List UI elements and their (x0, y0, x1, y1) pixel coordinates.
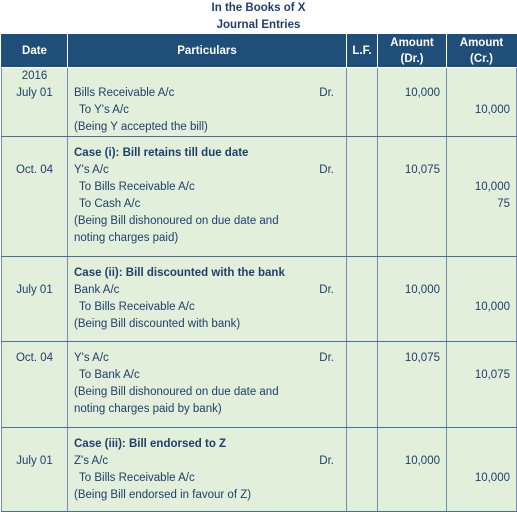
date-line: July 01 (16, 284, 53, 296)
credit-account: To Bank A/c (79, 369, 140, 381)
particulars-cell (68, 428, 347, 512)
col-lf: L.F. (347, 34, 378, 68)
narration: noting charges paid by bank) (74, 403, 222, 415)
cr-amount: 10,075 (474, 369, 510, 381)
debit-account: Y's A/c (74, 352, 109, 364)
journal-subtitle: Journal Entries (216, 19, 301, 31)
col-particulars: Particulars (68, 34, 347, 68)
dr-amount: 10,000 (404, 455, 440, 467)
cr-amount-cell (447, 257, 517, 342)
cr-amount: 10,000 (474, 301, 510, 313)
case-heading: Case (iii): Bill endorsed to Z (74, 438, 227, 450)
debit-account: Z's A/c (74, 455, 109, 467)
debit-account: Y's A/c (74, 164, 109, 176)
narration: (Being Bill dishonoured on due date and (74, 215, 279, 227)
col-amount-dr: Amount (Dr.) (378, 34, 447, 68)
credit-account: To Y's A/c (79, 104, 129, 116)
lf-cell (347, 428, 378, 512)
table-row (2, 257, 517, 342)
date-line: July 01 (16, 455, 53, 467)
particulars-cell (68, 137, 347, 257)
particulars-cell (68, 68, 347, 137)
credit-account: To Cash A/c (79, 198, 141, 210)
dr-amount: 10,075 (404, 352, 440, 364)
date-line: Oct. 04 (15, 164, 54, 176)
dr-amount-cell (378, 257, 447, 342)
narration: (Being Y accepted the bill) (74, 121, 208, 133)
lf-cell (347, 137, 378, 257)
narration: (Being Bill dishonoured on due date and (74, 386, 279, 398)
dr-mark: Dr. (319, 352, 334, 364)
dr-mark: Dr. (319, 164, 334, 176)
table-row (2, 137, 517, 257)
credit-account: To Bills Receivable A/c (79, 181, 195, 193)
col-date: Date (2, 34, 68, 68)
lf-cell (347, 342, 378, 428)
date-cell (2, 68, 68, 137)
dr-amount-cell (378, 68, 447, 137)
table-row (2, 68, 517, 137)
cr-amount: 10,000 (474, 472, 510, 484)
date-line: Oct. 04 (15, 352, 54, 364)
journal-body (2, 68, 517, 512)
debit-account: Bills Receivable A/c (74, 87, 175, 99)
date-cell (2, 428, 68, 512)
debit-account: Bank A/c (74, 284, 120, 296)
cr-amount-cell (447, 137, 517, 257)
dr-amount-cell (378, 428, 447, 512)
cr-amount: 10,000 (474, 104, 510, 116)
narration: (Being Bill discounted with bank) (74, 318, 241, 330)
case-heading: Case (i): Bill retains till due date (74, 147, 249, 159)
case-heading: Case (ii): Bill discounted with the bank (74, 267, 285, 279)
date-line: July 01 (16, 87, 53, 99)
table-row (2, 342, 517, 428)
dr-amount: 10,000 (404, 87, 440, 99)
date-cell (2, 342, 68, 428)
dr-amount: 10,000 (404, 284, 440, 296)
date-line: 2016 (21, 70, 48, 82)
lf-cell (347, 68, 378, 137)
dr-amount: 10,075 (404, 164, 440, 176)
dr-mark: Dr. (319, 87, 334, 99)
col-amount-cr: Amount (Cr.) (447, 34, 517, 68)
date-cell (2, 137, 68, 257)
header-row (2, 34, 517, 68)
cr-amount-cell (447, 68, 517, 137)
narration: noting charges paid) (74, 232, 179, 244)
particulars-cell (68, 342, 347, 428)
narration: (Being Bill endorsed in favour of Z) (74, 489, 252, 501)
table-row (2, 428, 517, 512)
journal-table (1, 34, 517, 512)
dr-mark: Dr. (319, 455, 334, 467)
particulars-cell (68, 257, 347, 342)
dr-amount-cell (378, 137, 447, 257)
cr-amount-cell (447, 428, 517, 512)
cr-amount-cell (447, 342, 517, 428)
cr-amount: 75 (497, 198, 510, 210)
cr-amount: 10,000 (474, 181, 510, 193)
date-cell (2, 257, 68, 342)
dr-mark: Dr. (319, 284, 334, 296)
credit-account: To Bills Receivable A/c (79, 301, 195, 313)
credit-account: To Bills Receivable A/c (79, 472, 195, 484)
book-title: In the Books of X (211, 2, 306, 14)
lf-cell (347, 257, 378, 342)
dr-amount-cell (378, 342, 447, 428)
